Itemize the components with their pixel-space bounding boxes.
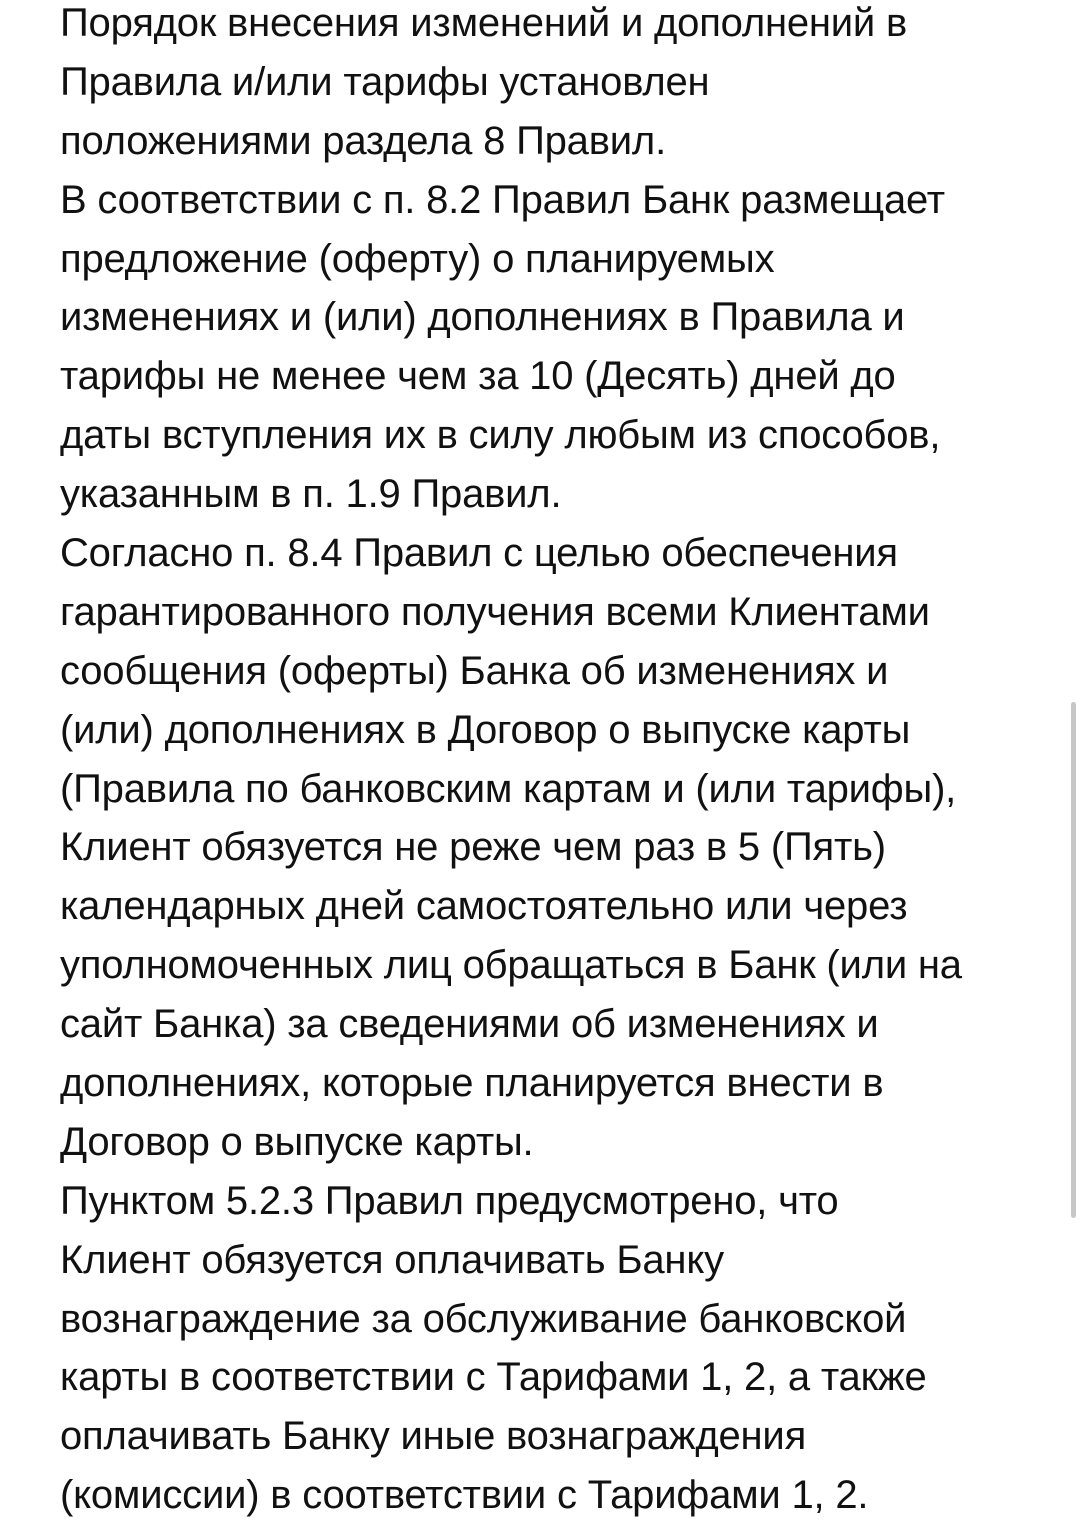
paragraph — [60, 171, 1050, 524]
text-line: оплачивать Банку иные вознаграждения — [60, 1414, 807, 1459]
text-line: гарантированного получения всеми Клиентами — [60, 589, 930, 634]
paragraph — [60, 524, 1050, 1172]
text-line: уполномоченных лиц обращаться в Банк (или на — [60, 943, 962, 988]
text-line: положениями раздела 8 Правил. — [60, 118, 666, 163]
paragraph — [60, 0, 1050, 171]
text-line: дополнениях, которые планируется внести в — [60, 1061, 884, 1106]
text-line: указанным в п. 1.9 Правил. — [60, 472, 562, 517]
text-line: Согласно п. 8.4 Правил с целью обеспечения — [60, 531, 898, 576]
text-line: даты вступления их в силу любым из способов, — [60, 413, 941, 458]
text-line: сообщения (оферты) Банка об изменениях и — [60, 648, 889, 693]
text-line: Клиент обязуется не реже чем раз в 5 (Пять) — [60, 825, 886, 870]
text-line: Клиент обязуется оплачивать Банку — [60, 1237, 724, 1282]
text-line: календарных дней самостоятельно или через — [60, 884, 908, 929]
text-line: карты в соответствии с Тарифами 1, 2, а также — [60, 1355, 927, 1400]
vertical-scrollbar[interactable] — [1071, 702, 1076, 1218]
text-line: (комиссии) в соответствии с Тарифами 1, 2. — [60, 1473, 869, 1518]
text-line: (Правила по банковским картам и (или тарифы), — [60, 766, 957, 811]
text-line: Договор о выпуске карты. — [60, 1119, 534, 1164]
text-line: Пунктом 5.2.3 Правил предусмотрено, что — [60, 1178, 839, 1223]
text-line: Порядок внесения изменений и дополнений в — [60, 1, 908, 45]
text-line: (или) дополнениях в Договор о выпуске карты — [60, 707, 911, 752]
text-line: сайт Банка) за сведениями об изменениях и — [60, 1002, 879, 1047]
document-text — [60, 0, 1050, 1525]
text-line: В соответствии с п. 8.2 Правил Банк размещает — [60, 177, 945, 222]
text-line: предложение (оферту) о планируемых — [60, 236, 775, 281]
paragraph — [60, 1172, 1050, 1525]
text-line: тарифы не менее чем за 10 (Десять) дней до — [60, 354, 896, 399]
text-line: изменениях и (или) дополнениях в Правила и — [60, 295, 905, 340]
text-line: Правила и/или тарифы установлен — [60, 59, 710, 104]
text-line: вознаграждение за обслуживание банковской — [60, 1296, 907, 1341]
